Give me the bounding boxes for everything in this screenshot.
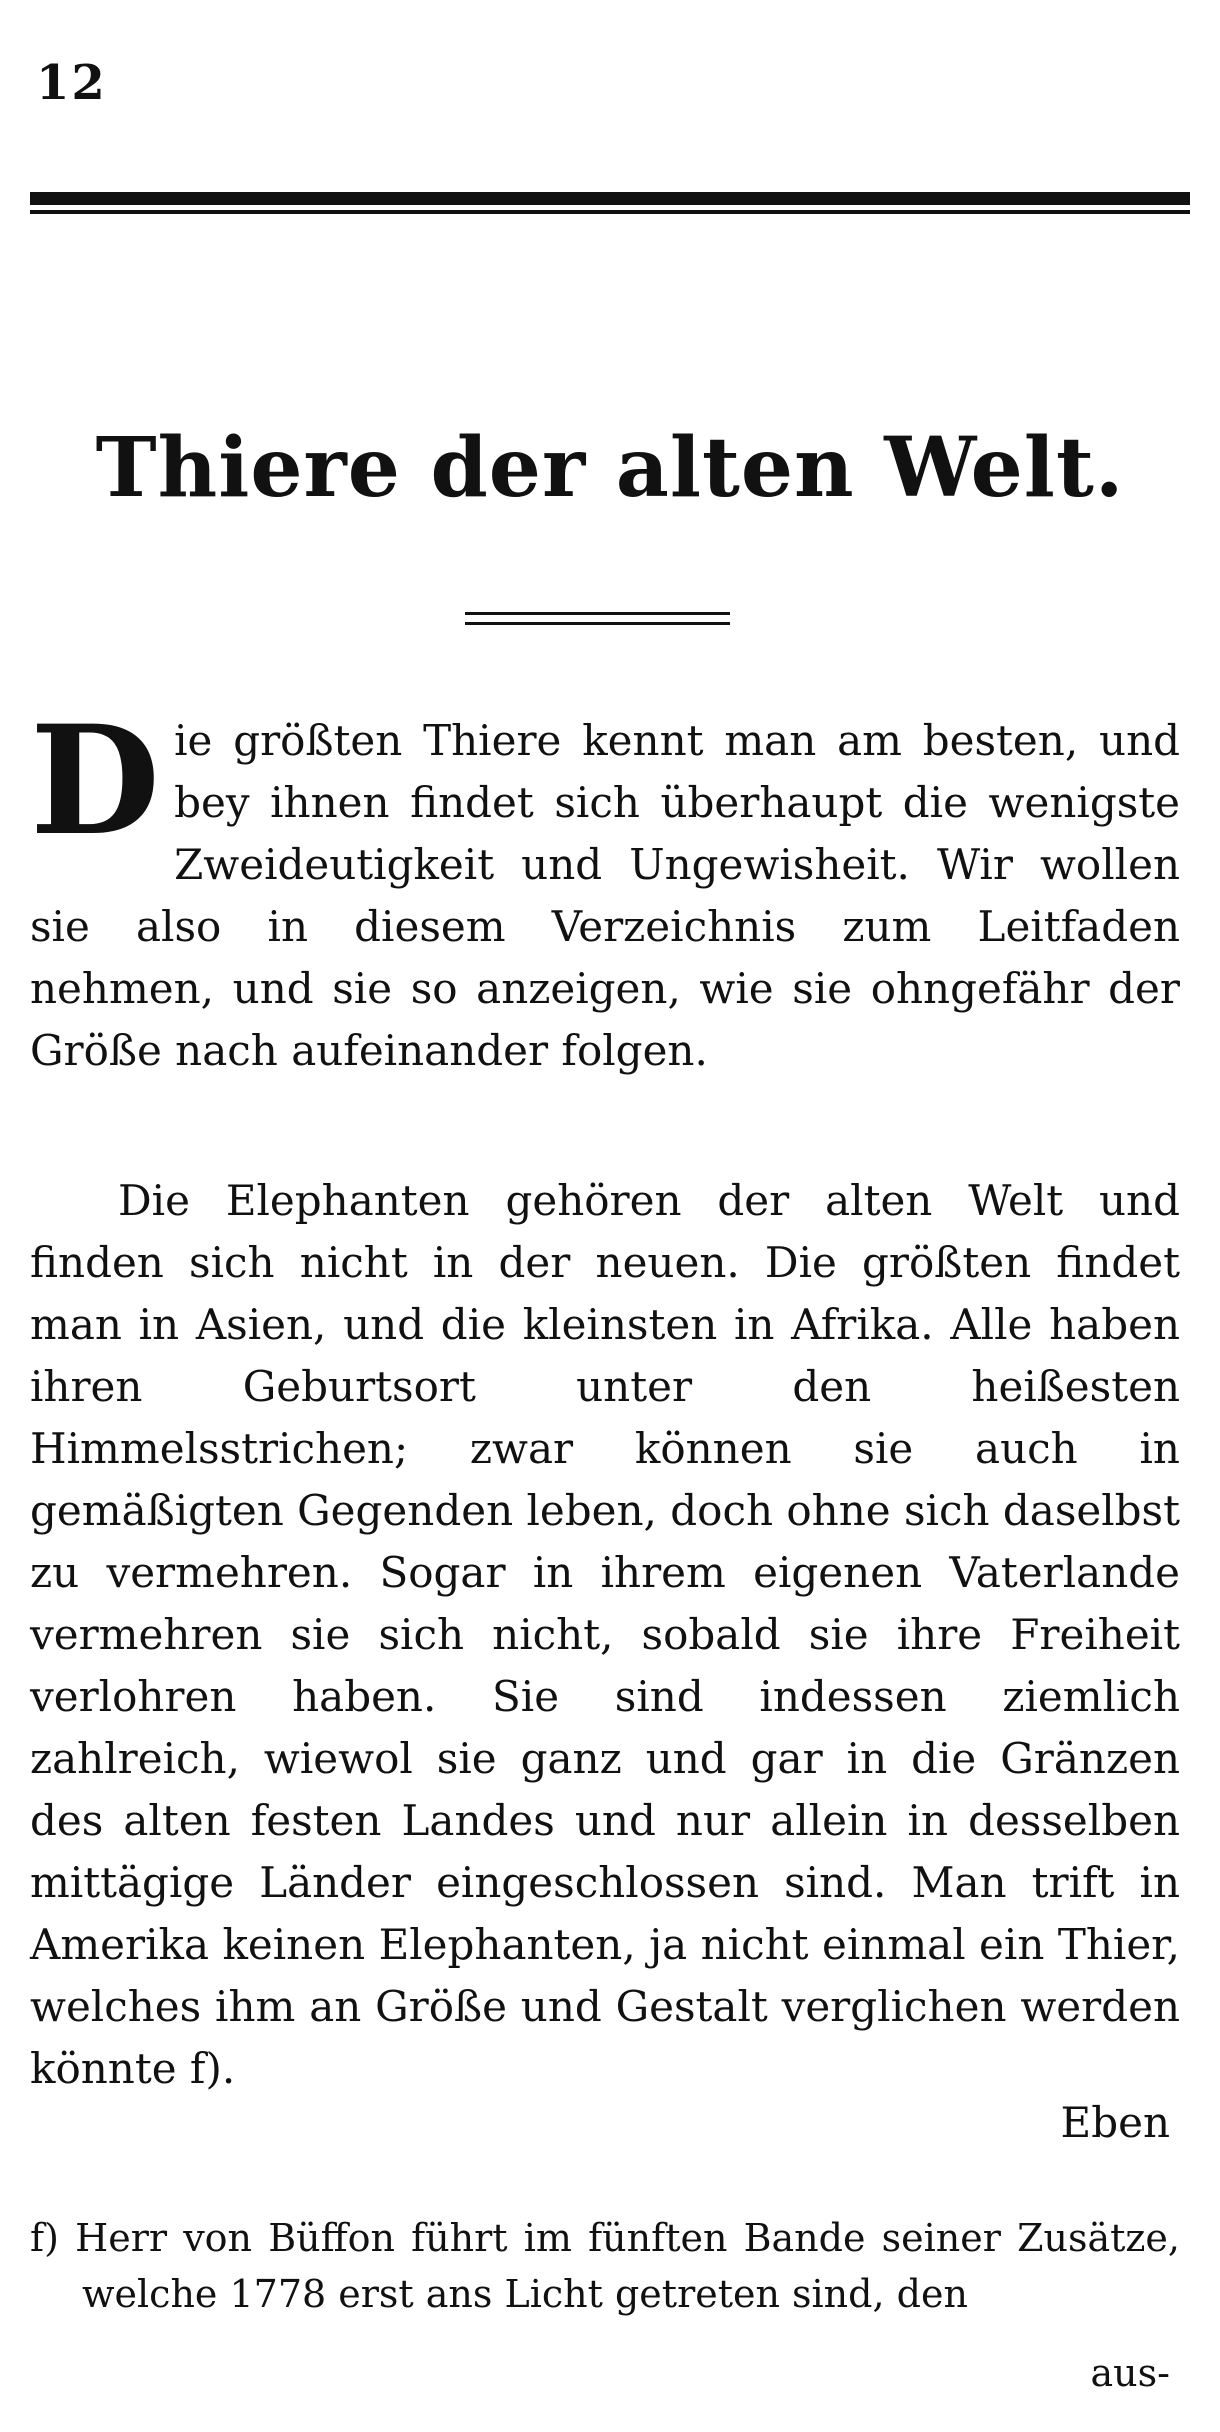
- footnote-catchword: aus-: [1090, 2351, 1170, 2395]
- header-rule: [30, 192, 1190, 218]
- title-rule-line: [465, 612, 730, 615]
- title-double-rule: [465, 612, 730, 626]
- paragraph-intro: [30, 693, 1180, 1082]
- title-rule-line: [465, 622, 730, 625]
- paragraph-elephants: Die Elephanten gehören der alten Welt und finden sich nicht in der neuen. Die größten findet man in Asien, und die kleinsten in Afrika. Alle haben ihren Geburtsort unter den heißesten Himmelsstrichen; zwar können sie auch in gemäßigten Gegenden leben, doch ohne sich daselbst zu vermehren. Sogar in ihrem eigenen Vaterlande vermehren sie sich nicht, sobald sie ihre Freiheit verlohren haben. Sie sind indessen ziemlich zahlreich, wiewol sie ganz und gar in die Gränzen des alten festen Landes und nur allein in desselben mittägige Länder eingeschlossen sind. Man trift in Amerika keinen Elephanten, ja nicht einmal ein Thier, welches ihm an Größe und Gestalt verglichen werden könnte f).: [30, 1176, 1180, 2093]
- page-number: 12: [36, 55, 107, 111]
- header-rule-thick: [30, 192, 1190, 205]
- paragraph-intro-text: ie größten Thiere kennt man am besten, und bey ihnen findet sich überhaupt die wenigste Zweideutigkeit und Ungewisheit. Wir wollen sie also in diesem Verzeichnis zum Leitfaden nehmen, und sie so anzeigen, wie sie ohngefähr der Größe nach aufeinander folgen.: [30, 716, 1180, 1075]
- footnote: f) Herr von Büffon führt im fünften Bande seiner Zusätze, welche 1778 erst ans Licht getreten sind, den: [30, 2216, 1180, 2316]
- catchword: Eben: [1060, 2098, 1170, 2147]
- section-title: Thiere der alten Welt.: [95, 420, 1125, 516]
- header-rule-thin: [30, 210, 1190, 214]
- drop-cap: D: [30, 693, 161, 869]
